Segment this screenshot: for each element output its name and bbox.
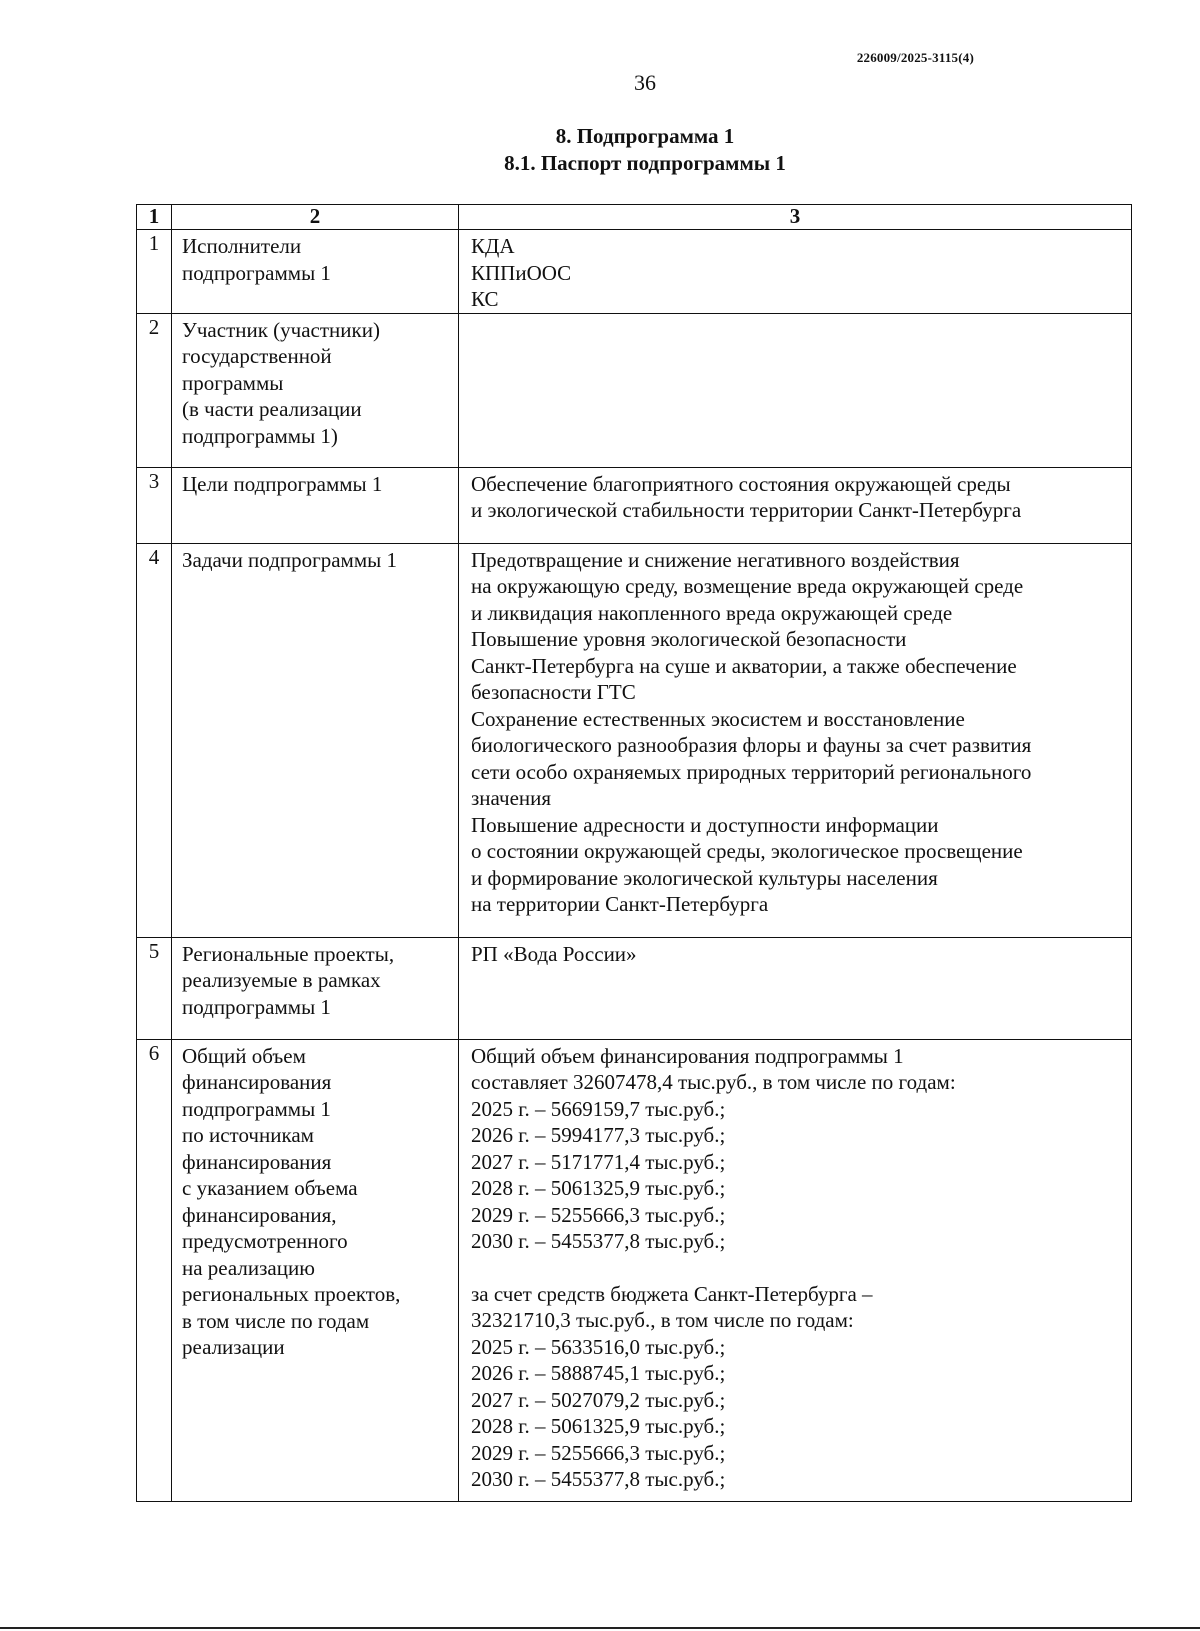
row-content (459, 543, 1132, 937)
table-row (137, 543, 1132, 937)
content-line: Сохранение естественных экосистем и восстановление (471, 706, 965, 731)
content-line: Повышение уровня экологической безопасности (471, 627, 907, 651)
row-number: 4 (137, 543, 172, 937)
passport-table (136, 204, 1132, 1502)
section-subtitle: 8.1. Паспорт подпрограммы 1 (504, 151, 786, 175)
content-line: за счет средств бюджета Санкт-Петербурга – (471, 1281, 873, 1306)
label-line: государственной (182, 344, 332, 368)
content-line: 2025 г. – 5633516,0 тыс.руб.; (471, 1334, 726, 1359)
blank-line (471, 1255, 1123, 1281)
row-content (459, 230, 1132, 314)
content-line: значения (471, 786, 552, 810)
row-content (459, 313, 1132, 467)
content-line: КППиООС (471, 260, 572, 285)
content-line: сети особо охраняемых природных территорий регионального (471, 759, 1032, 784)
content-line: 2026 г. – 5888745,1 тыс.руб.; (471, 1361, 726, 1385)
content-line: на окружающую среду, возмещение вреда окружающей среде (471, 574, 1024, 598)
label-line: Участник (участники) (182, 317, 380, 342)
row-content (459, 467, 1132, 543)
content-line: КДА (471, 234, 515, 258)
column-header: 2 (172, 205, 459, 230)
content-line: на территории Санкт-Петербурга (471, 892, 769, 916)
content-line: Повышение адресности и доступности информации (471, 812, 939, 837)
content-line: РП «Вода России» (471, 941, 637, 966)
label-line: финансирования (182, 1149, 332, 1174)
label-line: (в части реализации (182, 397, 362, 421)
label-line: Региональные проекты, (182, 941, 395, 966)
content-line: 2028 г. – 5061325,9 тыс.руб.; (471, 1414, 726, 1438)
row-number: 1 (137, 230, 172, 314)
row-label (172, 467, 459, 543)
content-line: и экологической стабильности территории Санкт-Петербурга (471, 498, 1022, 522)
content-line: составляет 32607478,4 тыс.руб., в том числе по годам: (471, 1070, 956, 1094)
label-line: на реализацию (182, 1255, 315, 1280)
content-line: 2030 г. – 5455377,8 тыс.руб.; (471, 1467, 726, 1491)
content-line: 32321710,3 тыс.руб., в том числе по годам: (471, 1308, 854, 1332)
table-row (137, 1039, 1132, 1501)
label-line: подпрограммы 1) (182, 423, 338, 448)
label-line: Цели подпрограммы 1 (182, 471, 383, 496)
label-line: реализации (182, 1335, 285, 1359)
table-row (137, 313, 1132, 467)
row-label (172, 230, 459, 314)
row-label (172, 313, 459, 467)
content-line: биологического разнообразия флоры и фауны за счет развития (471, 733, 1032, 757)
content-line: 2026 г. – 5994177,3 тыс.руб.; (471, 1123, 726, 1147)
content-line: 2027 г. – 5171771,4 тыс.руб.; (471, 1149, 726, 1174)
table-row (137, 230, 1132, 314)
label-line: в том числе по годам (182, 1308, 370, 1333)
content-line: 2027 г. – 5027079,2 тыс.руб.; (471, 1387, 726, 1412)
content-line: Предотвращение и снижение негативного воздействия (471, 547, 960, 572)
row-number: 6 (137, 1039, 172, 1501)
label-line: подпрограммы 1 (182, 1096, 331, 1121)
row-label (172, 1039, 459, 1501)
label-line: Общий объем (182, 1043, 306, 1068)
content-line: 2028 г. – 5061325,9 тыс.руб.; (471, 1176, 726, 1200)
row-label (172, 937, 459, 1039)
label-line: программы (182, 370, 284, 395)
label-line: Исполнители (182, 234, 302, 258)
table-row (137, 937, 1132, 1039)
content-line: 2025 г. – 5669159,7 тыс.руб.; (471, 1096, 726, 1121)
column-header: 1 (137, 205, 172, 230)
page-number: 36 (634, 70, 656, 95)
table-header-row (137, 205, 1132, 230)
label-line: финансирования, (182, 1202, 337, 1227)
label-line: финансирования (182, 1070, 332, 1094)
scan-edge-line (0, 1627, 1200, 1629)
content-line: КС (471, 287, 499, 311)
label-line: подпрограммы 1 (182, 994, 331, 1019)
row-number: 5 (137, 937, 172, 1039)
row-content (459, 1039, 1132, 1501)
content-line: 2030 г. – 5455377,8 тыс.руб.; (471, 1229, 726, 1253)
section-title: 8. Подпрограмма 1 (555, 124, 735, 148)
content-line: безопасности ГТС (471, 680, 636, 704)
label-line: предусмотренного (182, 1229, 348, 1253)
content-line: 2029 г. – 5255666,3 тыс.руб.; (471, 1440, 726, 1465)
row-number: 3 (137, 467, 172, 543)
content-line: и ликвидация накопленного вреда окружающей среде (471, 600, 953, 625)
label-line: региональных проектов, (182, 1282, 401, 1306)
label-line: с указанием объема (182, 1176, 358, 1200)
label-line: по источникам (182, 1123, 314, 1147)
label-line: реализуемые в рамках (182, 968, 381, 992)
content-line: о состоянии окружающей среды, экологическое просвещение (471, 839, 1023, 863)
label-line: подпрограммы 1 (182, 260, 331, 285)
content-line: Санкт-Петербурга на суше и акватории, а также обеспечение (471, 653, 1017, 678)
row-number: 2 (137, 313, 172, 467)
label-line: Задачи подпрограммы 1 (182, 547, 397, 572)
column-header: 3 (459, 205, 1132, 230)
content-line: Общий объем финансирования подпрограммы 1 (471, 1043, 904, 1068)
content-line: и формирование экологической культуры населения (471, 865, 938, 890)
row-content (459, 937, 1132, 1039)
content-line: Обеспечение благоприятного состояния окружающей среды (471, 471, 1011, 496)
content-line: 2029 г. – 5255666,3 тыс.руб.; (471, 1202, 726, 1227)
row-label (172, 543, 459, 937)
table-row (137, 467, 1132, 543)
document-id: 226009/2025-3115(4) (856, 50, 974, 65)
